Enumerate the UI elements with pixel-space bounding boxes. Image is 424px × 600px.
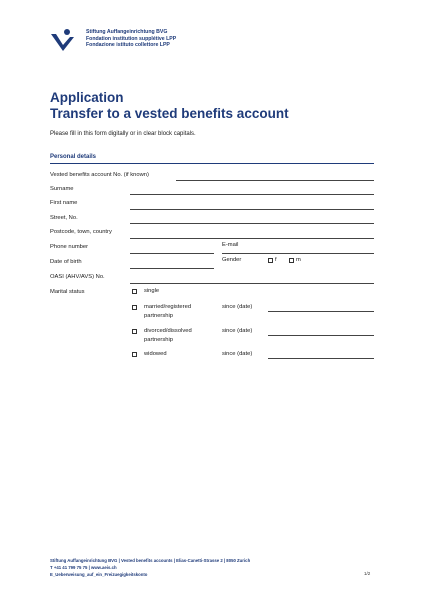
married-since-field[interactable] — [268, 311, 374, 312]
org-name-de: Stiftung Auffangeinrichtung BVG — [86, 29, 168, 35]
footer-filename: E_Ueberweisung_auf_ein_Freizuegigkeitskonto — [50, 572, 148, 577]
widowed-since-field[interactable] — [268, 358, 374, 359]
dob-field[interactable] — [130, 268, 214, 269]
widowed-since-label: since (date) — [222, 351, 253, 357]
oasi-label: OASI (AHV/AVS) No. — [50, 274, 105, 280]
married-label-line1: married/registered — [144, 304, 192, 310]
married-checkbox[interactable] — [132, 305, 137, 310]
dob-label: Date of birth — [50, 259, 82, 265]
phone-field[interactable] — [130, 253, 214, 254]
page-number: 1/2 — [364, 571, 371, 576]
gender-m-checkbox[interactable] — [289, 258, 294, 263]
account-no-field[interactable] — [176, 180, 374, 181]
account-no-label: Vested benefits account No. (if known) — [50, 172, 149, 178]
married-label-line2: partnership — [144, 313, 174, 319]
postcode-field[interactable] — [130, 238, 374, 239]
intro-text: Please fill in this form digitally or in clear block capitals. — [50, 131, 196, 137]
marital-label: Marital status — [50, 289, 85, 295]
gender-f-checkbox[interactable] — [268, 258, 273, 263]
org-names — [86, 29, 176, 49]
gender-label: Gender — [222, 257, 242, 263]
oasi-field[interactable] — [130, 283, 374, 284]
widowed-label: widowed — [144, 351, 167, 357]
street-field[interactable] — [130, 223, 374, 224]
divorced-label-line1: divorced/dissolved — [144, 328, 192, 334]
single-checkbox[interactable] — [132, 289, 137, 294]
first-name-field[interactable] — [130, 209, 374, 210]
email-label: E-mail — [222, 242, 239, 248]
single-label: single — [144, 288, 160, 294]
phone-label: Phone number — [50, 244, 89, 250]
form-title — [50, 90, 289, 121]
street-label: Street, No. — [50, 215, 78, 221]
first-name-label: First name — [50, 200, 78, 206]
divorced-label-line2: partnership — [144, 337, 174, 343]
email-field[interactable] — [222, 253, 374, 254]
widowed-checkbox[interactable] — [132, 352, 137, 357]
section-divider — [50, 163, 374, 164]
surname-field[interactable] — [130, 194, 374, 195]
footer-address: Stiftung Auffangeinrichtung BVG | Vested benefits accounts | Elias-Canetti-Strasse 2 | 8050 Zurich — [50, 558, 251, 563]
foundation-logo-icon — [50, 28, 76, 52]
postcode-label: Postcode, town, country — [50, 229, 112, 235]
married-since-label: since (date) — [222, 304, 253, 310]
divorced-checkbox[interactable] — [132, 329, 137, 334]
gender-f-label: f — [275, 257, 277, 263]
gender-m-label: m — [296, 257, 301, 263]
divorced-since-field[interactable] — [268, 335, 374, 336]
org-name-it: Fondazione istituto collettore LPP — [86, 42, 170, 49]
divorced-since-label: since (date) — [222, 328, 253, 334]
footer — [50, 557, 250, 578]
org-name-fr: Fondation institution supplétive LPP — [86, 35, 177, 42]
surname-label: Surname — [50, 186, 74, 192]
title-line-2: Transfer to a vested benefits account — [50, 105, 289, 121]
footer-contact: T +41 41 799 75 75 | www.aeis.ch — [50, 565, 117, 570]
section-title: Personal details — [50, 154, 97, 160]
title-line-1: Application — [50, 90, 124, 105]
